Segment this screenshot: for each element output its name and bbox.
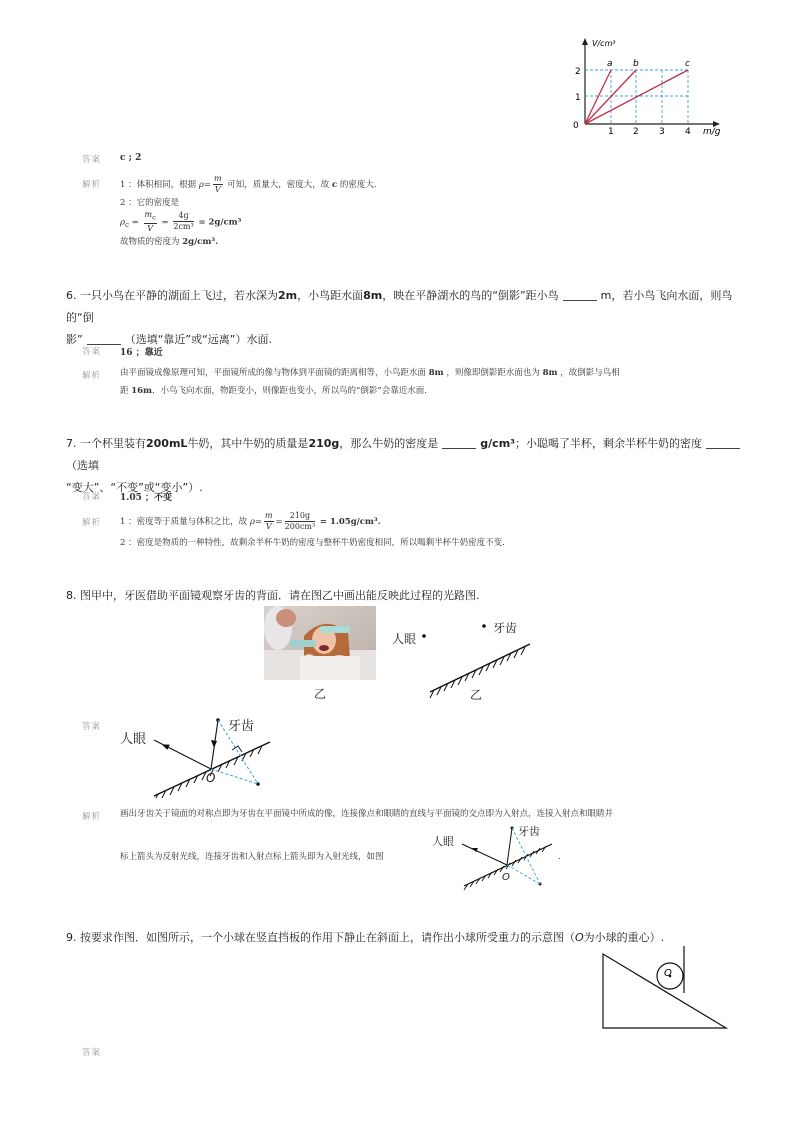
x-tick-2: 2 [633,127,639,137]
explain-8-end: . [558,852,561,862]
explain-5-line2: 2 ：它的密度是 [120,198,180,208]
answer-6: 16 ；靠近 [120,348,163,358]
q-text: ，小鸟距水面 [297,289,364,302]
y-axis-label: V/cm³ [592,39,616,48]
explain-6 [120,364,740,400]
label-b: b [633,59,639,69]
explain-highlight: c [331,180,338,190]
answer-label-9: 答案 [82,1048,102,1058]
explain-tooth-label: 牙齿 [518,825,540,838]
explain-highlight: 2g/cm³. [182,237,219,247]
m-over-v: $\frac{m}{V}$ [264,511,273,531]
blank[interactable] [87,332,121,345]
q-text: m，若小鸟飞向水面，则鸟的“倒 [66,289,733,324]
answer-5: c ; 2 [120,153,142,163]
explain-7-line2: 2 ：密度是物质的一种特性，故剩余半杯牛奶的密度与整杯牛奶密度相同，所以喝剩半杯牛奶密度不变. [120,538,505,548]
question-9 [66,927,664,949]
q-unit: g/cm³ [480,437,515,450]
q-text: 6. 一只小鸟在平静的湖面上飞过，若水深为 [66,289,278,302]
line-c [585,70,688,124]
explain-highlight: 8m [428,368,444,378]
ball-center-label: O [664,968,672,979]
q-text: 牛奶，其中牛奶的质量是 [187,437,309,450]
eye-label: 人眼 [392,632,417,646]
explain-label-5: 解析 [82,180,102,190]
explain-5-line1: 1 ：体积相同，根据 ρ= $\frac{m}{V}$ 可知，质量大，密度大，故 c 的密度大. [120,174,377,194]
answer-7: 1.05 ；不变 [120,493,173,503]
x-tick-3: 3 [659,127,665,137]
explain-8-line1: 画出牙齿关于镜面的对称点即为牙齿在平面镜中所成的像，连接像点和眼睛的直线与平面镜的交点即为入射点，连接入射点和眼睛并 [120,809,614,819]
label-c: c [685,59,690,69]
answer-label-5: 答案 [82,155,102,165]
rho-symbol: ρ [120,217,125,228]
dentist-photo [264,606,376,680]
q-text: （选填“靠近”或“远离”）水面. [124,333,272,346]
line-a [585,70,611,124]
answer-label-6: 答案 [82,347,102,357]
q-text: （选填 [66,459,99,472]
x-axis-label: m/g [703,127,721,137]
explain-8-line2: 标上箭头为反射光线，连接牙齿和入射点标上箭头即为入射光线，如图 [120,852,384,862]
blank[interactable] [442,436,476,449]
q-text: ，映在平静湖水的鸟的“倒影”距小鸟 [382,289,559,302]
question-8: 8. 图甲中，牙医借助平面镜观察牙齿的背面．请在图乙中画出能反映此过程的光路图. [66,589,480,602]
answer-8-figure [118,712,288,798]
answer-eye-label: 人眼 [120,732,147,747]
q-value: 8m [363,289,383,302]
explain-text: 1 ：体积相同，根据 [120,180,197,190]
explain-label-6: 解析 [82,371,102,381]
explain-5-formula: $\rho_c$ = $\frac{m_c}{V}$ = $\frac{4g}{\text{2cm³}}$ = 2g/cm³ [120,210,242,233]
blank[interactable] [706,436,740,449]
q-text: ；小聪喝了半杯，剩余半杯牛奶的密度 [514,437,702,450]
explain-text: ，故倒影与鸟相 [560,368,620,378]
caption-jia: 乙 [314,687,327,701]
explain-7-line1: 1 ：密度等于质量与体积之比，故 ρ= $\frac{m}{V}$ = $\frac{210g}{\text{200cm³}}$ = 1.05g/cm³. [120,511,381,531]
explain-text: 1 ：密度等于质量与体积之比，故 [120,517,248,527]
incline-figure [598,944,730,1032]
rho-symbol: ρ [198,180,204,190]
explain-highlight: 8m [542,368,558,378]
explain-text: 故物质的密度为 [120,237,180,247]
y-tick-2: 2 [575,67,581,77]
caption-yi: 乙 [470,688,483,702]
y-tick-0: 0 [573,121,579,131]
explain-5-line3 [120,233,218,251]
explain-text: ，则像即倒影距水面也为 [446,368,540,378]
q-value: 210g [308,437,340,450]
answer-label-7: 答案 [82,492,102,502]
q-text: 9. 按要求作图．如图所示，一个小球在竖直挡板的作用下静止在斜面上，请作出小球所受重力的示意图（ [66,931,575,944]
mc-over-v: $\frac{m_c}{V}$ [144,210,156,233]
explain-text: 的密度大. [339,180,377,190]
q-text: 7. 一个杯里装有 [66,437,146,450]
q-value: 200mL [146,437,188,450]
explain-label-7: 解析 [82,518,102,528]
explain-highlight: 16m [131,386,153,396]
answer-tooth-label: 牙齿 [228,719,255,734]
q-text: “变大”、“不变”或“变小”）. [66,481,203,494]
label-a: a [607,59,613,69]
density-graph [570,36,730,140]
rho-symbol: ρ [249,517,255,527]
formula-result: = 1.05g/cm³. [319,517,381,527]
explain-text: ．小鸟飞向水面，物距变小，则像距也变小，所以鸟的“倒影”会靠近水面. [152,386,427,396]
q-text: 影” [66,333,83,346]
210g-over-200cm3: $\frac{210g}{\text{200cm³}}$ [284,511,316,531]
explain-text: 可知，质量大，密度大，故 [227,180,330,190]
q-symbol: O [575,931,584,944]
answer-o-label: O [206,771,216,785]
explain-text: 距 [120,386,129,396]
answer-label-8: 答案 [82,722,102,732]
blank[interactable] [563,288,597,301]
4g-over-2cm3: $\frac{4g}{\text{2cm³}}$ [173,211,194,232]
tooth-label: 牙齿 [493,621,518,635]
x-tick-4: 4 [685,127,691,137]
formula-result: = 2g/cm³ [198,217,242,228]
line-b [585,70,636,124]
y-tick-1: 1 [575,93,581,103]
x-tick-1: 1 [608,127,614,137]
explain-eye-label: 人眼 [432,835,454,848]
explain-o-label: O [502,872,510,883]
explain-text: 由平面镜成像原理可知，平面镜所成的像与物体到平面镜的距离相等，小鸟距水面 [120,368,427,378]
q-text: 为小球的重心）. [583,931,665,944]
explain-label-8: 解析 [82,812,102,822]
question-6 [66,285,746,351]
q-text: ，那么牛奶的密度是 [339,437,439,450]
q-value: 2m [278,289,298,302]
m-over-v: $\frac{m}{V}$ [213,174,222,194]
